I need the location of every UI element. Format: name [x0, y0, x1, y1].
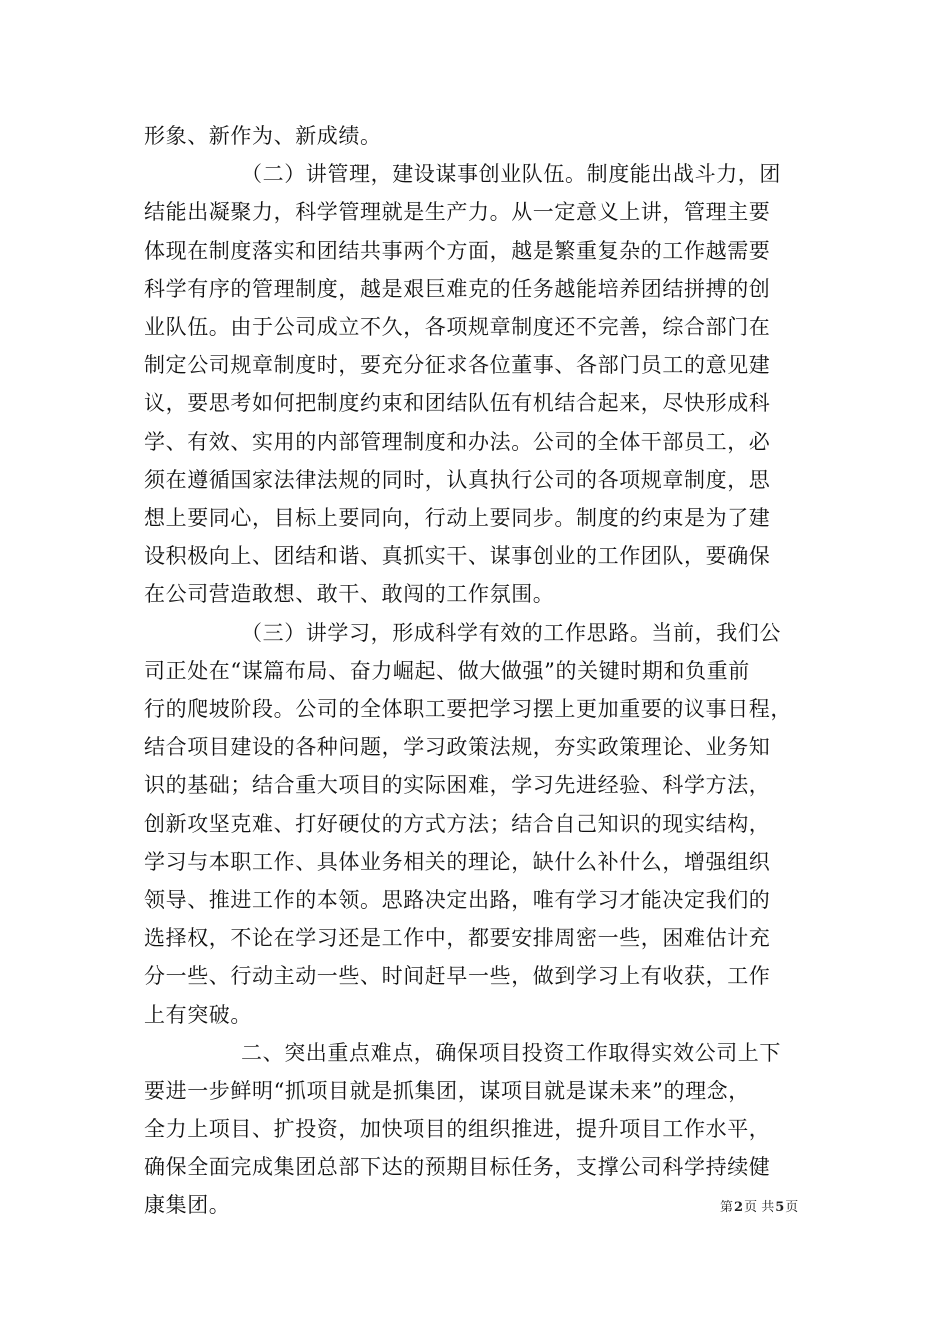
section-heading-line: （三）讲学习，形成科学有效的工作思路。当前，我们公 [241, 621, 781, 645]
text-line: 领导、推进工作的本领。思路决定出路，唯有学习才能决定我们的 [144, 888, 771, 912]
text-line: 司正处在“谋篇布局、奋力崛起、做大做强”的关键时期和负重前 [144, 659, 750, 683]
total-pages-number: 5 [775, 1200, 785, 1215]
text-line: 创新攻坚克难、打好硬仗的方式方法；结合自己知识的现实结构， [144, 812, 771, 836]
text-line: 科学有序的管理制度，越是艰巨难克的任务越能培养团结拼搏的创 [144, 277, 771, 301]
text-line: 康集团。 [144, 1193, 231, 1217]
text-line: 设积极向上、团结和谐、真抓实干、谋事创业的工作团队，要确保 [144, 544, 771, 568]
text-line: 议，要思考如何把制度约束和团结队伍有机结合起来，尽快形成科 [144, 391, 771, 415]
text-line: 选择权，不论在学习还是工作中，都要安排周密一些，困难估计充 [144, 926, 771, 950]
text-line: 结能出凝聚力，科学管理就是生产力。从一定意义上讲，管理主要 [144, 200, 771, 224]
page-footer [720, 1199, 798, 1217]
text-line: 在公司营造敢想、敢干、敢闯的工作氛围。 [144, 582, 555, 606]
text-line: 业队伍。由于公司成立不久，各项规章制度还不完善，综合部门在 [144, 315, 771, 339]
footer-suffix: 页 [785, 1200, 799, 1215]
current-page-number: 2 [734, 1200, 744, 1215]
text-line: 学习与本职工作、具体业务相关的理论，缺什么补什么，增强组织 [144, 850, 771, 874]
text-line: 须在遵循国家法律法规的同时，认真执行公司的各项规章制度，思 [144, 468, 771, 492]
text-line: 结合项目建设的各种问题，学习政策法规，夯实政策理论、业务知 [144, 735, 771, 759]
text-line: 上有突破。 [144, 1003, 252, 1027]
footer-middle: 页 共 [744, 1200, 775, 1215]
text-line: 学、有效、实用的内部管理制度和办法。公司的全体干部员工，必 [144, 430, 771, 454]
text-line: 体现在制度落实和团结共事两个方面，越是繁重复杂的工作越需要 [144, 239, 771, 263]
footer-prefix: 第 [720, 1200, 734, 1215]
text-line: 行的爬坡阶段。公司的全体职工要把学习摆上更加重要的议事日程， [144, 697, 792, 721]
text-line: 识的基础；结合重大项目的实际困难，学习先进经验、科学方法， [144, 773, 771, 797]
section-heading-line: （二）讲管理，建设谋事创业队伍。制度能出战斗力，团 [241, 162, 781, 186]
text-line: 全力上项目、扩投资，加快项目的组织推进，提升项目工作水平， [144, 1117, 771, 1141]
text-line: 制定公司规章制度时，要充分征求各位董事、各部门员工的意见建 [144, 353, 771, 377]
text-line: 要进一步鲜明“抓项目就是抓集团，谋项目就是谋未来”的理念， [144, 1079, 750, 1103]
text-line: 想上要同心，目标上要同向，行动上要同步。制度的约束是为了建 [144, 506, 771, 530]
text-line: 确保全面完成集团总部下达的预期目标任务，支撑公司科学持续健 [144, 1155, 771, 1179]
section-heading-line: 二、突出重点难点，确保项目投资工作取得实效公司上下 [241, 1041, 781, 1065]
text-line: 分一些、行动主动一些、时间赶早一些，做到学习上有收获，工作 [144, 964, 771, 988]
text-line: 形象、新作为、新成绩。 [144, 124, 382, 148]
